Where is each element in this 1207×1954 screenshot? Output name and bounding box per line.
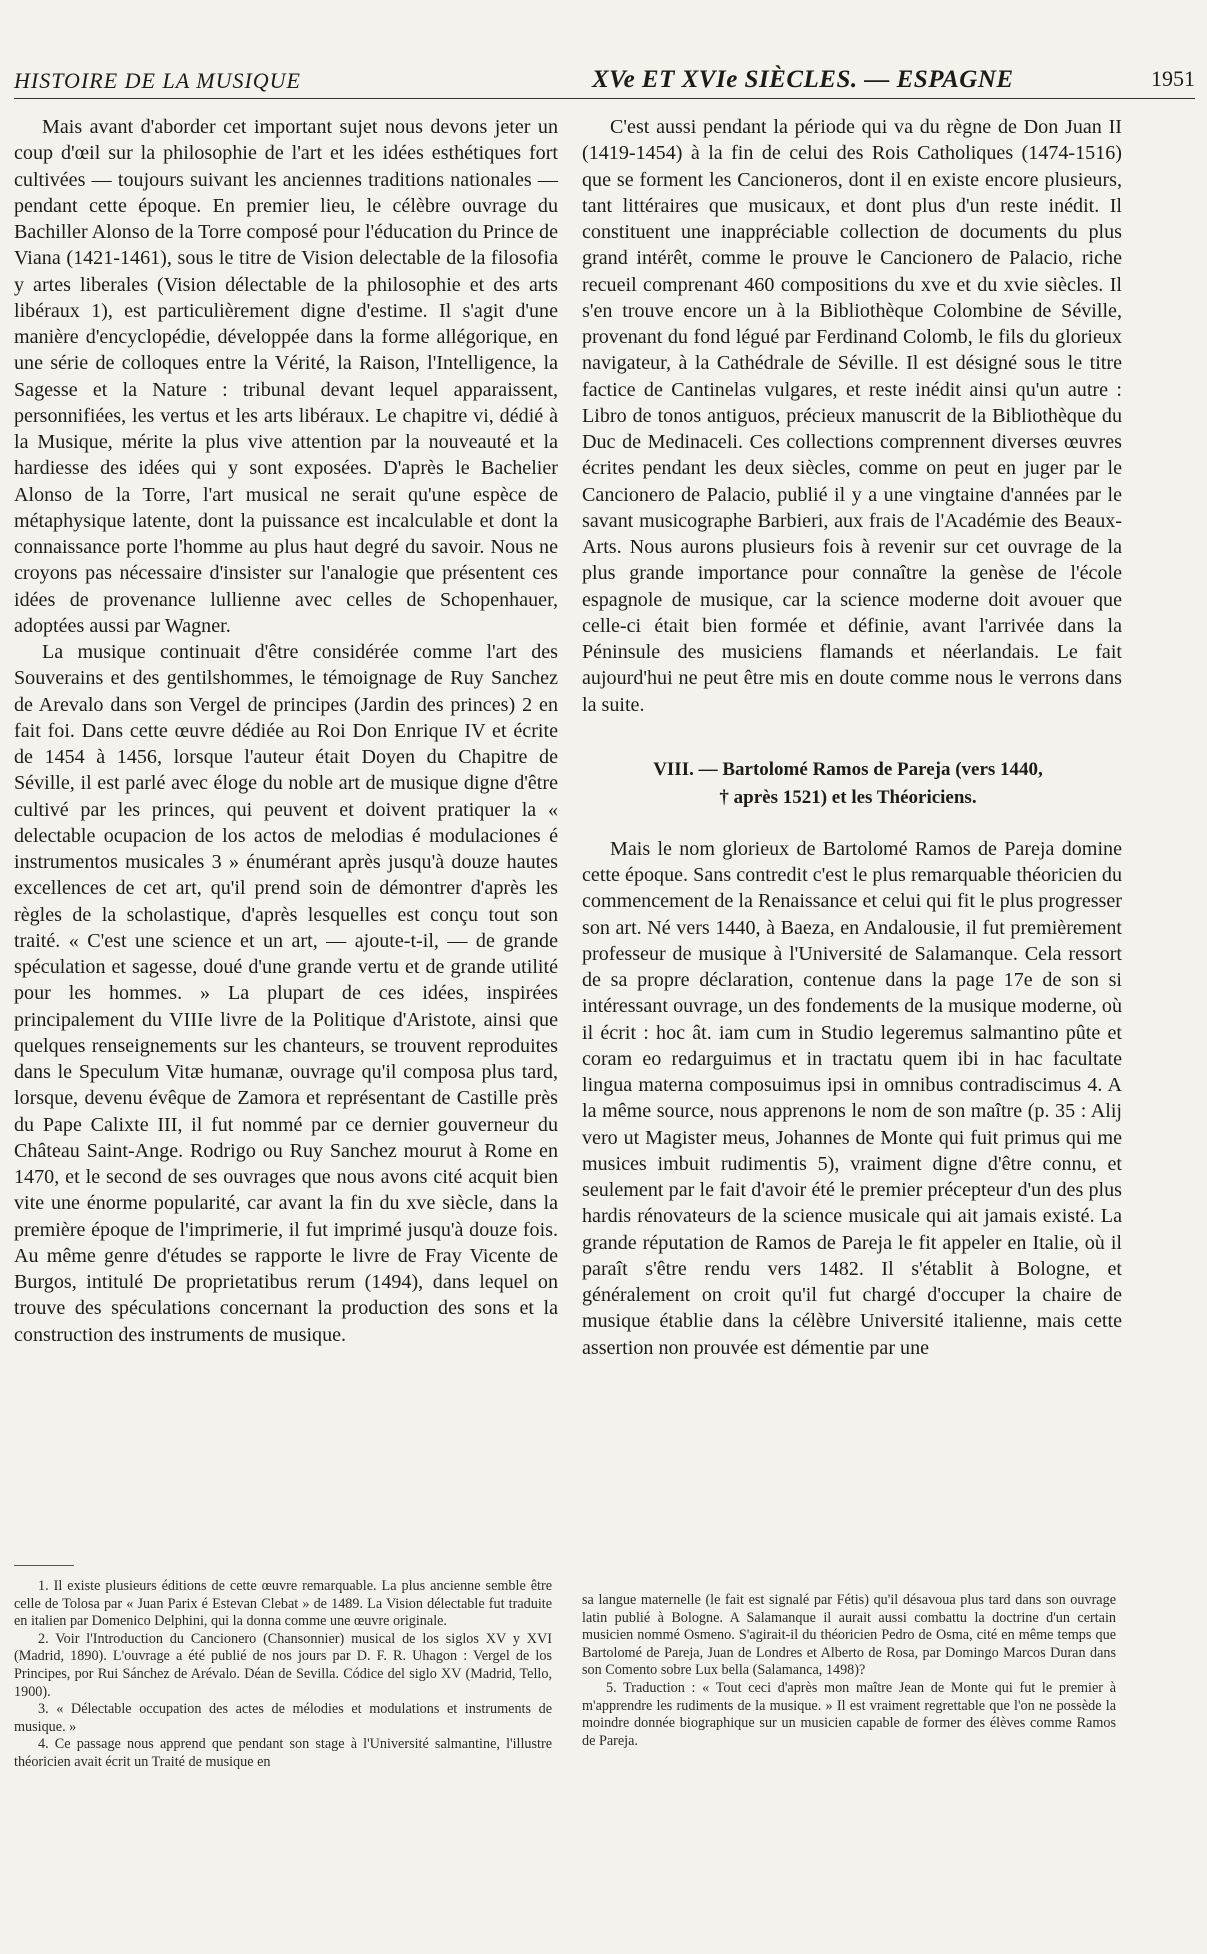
footnote-separator bbox=[14, 1565, 74, 1566]
footnote: 4. Ce passage nous apprend que pendant son stage à l'Université salmantine, l'illustre théoricien avait écrit un Traité de musique en bbox=[14, 1736, 552, 1770]
running-header bbox=[14, 62, 1195, 99]
footnote: 5. Traduction : « Tout ceci d'après mon maître Jean de Monte qui fut le premier à m'apprendre les rudiments de la musique. » Il est vraiment regrettable que l'on ne possède la moindre donnée biographique sur un musicien capable de former des élèves comme Ramos de Pareja. bbox=[582, 1679, 1116, 1749]
paragraph: La musique continuait d'être considérée comme l'art des Souverains et des gentilshommes, le témoignage de Ruy Sanchez de Arevalo dans son Vergel de principes (Jardin des princes) 2 en fait foi. Dans cette œuvre dédiée au Roi Don Enrique IV et écrite de 1454 à 1456, lorsque l'auteur était Doyen du Chapitre de Séville, il est parlé avec éloge du noble art de musique digne d'être cultivé par les princes, qui peuvent et doivent pratiquer la « delectable ocupacion de los actos de melodias é modulaciones é instrumentos musicales 3 » énumérant après jusqu'à douze hautes excellences de cet art, qu'il prend soin de démontrer d'après les règles de la scholastique, d'après lesquelles est conçu tout son traité. « C'est une science et un art, — ajoute-t-il, — de grande spéculation et sagesse, doué d'une grande vertu et de grande utilité pour les hommes. » La plupart de ces idées, inspirées principalement du VIIIe livre de la Politique d'Aristote, ainsi que quelques renseignements sur les chanteurs, se trouvent reproduites dans le Speculum Vitæ humanæ, ouvrage qu'il composa plus tard, lorsque, devenu évêque de Zamora et représentant de Castille près du Pape Calixte III, il fut nommé par ce dernier gouverneur du Château Saint-Ange. Rodrigo ou Ruy Sanchez mourut à Rome en 1470, et le second de ses ouvrages que nous avons cité acquit bien vite une énorme popularité, car avant la fin du xve siècle, dans la première époque de l'imprimerie, il fut imprimé jusqu'à douze fois. Au même genre d'études se rapporte le livre de Fray Vicente de Burgos, intitulé De proprietatibus rerum (1494), dans lequel on trouve des spéculations concernant la production des sons et la construction des instruments de musique. bbox=[14, 641, 558, 1346]
paragraph: Mais avant d'aborder cet important sujet nous devons jeter un coup d'œil sur la philosophie de l'art et les idées esthétiques fort cultivées — toujours suivant les anciennes traditions nationales — pendant cette époque. En premier lieu, le célèbre ouvrage du Bachiller Alonso de la Torre composé pour l'éducation du Prince de Viana (1421-1461), sous le titre de Vision delectable de la filosofia y artes liberales (Vision délectable de la philosophie et des arts libéraux 1), est particulièrement digne d'estime. Il s'agit d'une manière d'encyclopédie, développée dans la forme allégorique, en une série de colloques entre la Vérité, la Raison, l'Intelligence, la Sagesse et la Nature : tribunal devant lequel apparaissent, personnifiées, les vertus et les arts libéraux. Le chapitre vi, dédié à la Musique, mérite la plus vive attention par la nouveauté et la hardiesse des idées qui y sont exposées. D'après le Bachelier Alonso de la Torre, l'art musical ne serait qu'une espèce de métaphysique latente, dont la puissance est incalculable et dont la connaissance porte l'homme au plus haut degré du savoir. Nous ne croyons pas nécessaire d'insister sur l'analogie que présentent ces idées de provenance lullienne avec celles de Schopenhauer, adoptées aussi par Wagner. bbox=[14, 116, 558, 637]
left-column bbox=[14, 114, 558, 1348]
paragraph: C'est aussi pendant la période qui va du règne de Don Juan II (1419-1454) à la fin de celui des Rois Catholiques (1474-1516) que se forment les Cancioneros, dont il en existe encore plusieurs, tant littéraires que musicaux, et dont plus d'un reste inédit. Il constituent une inappréciable collection de documents du plus grand intérêt, comme le prouve le Cancionero de Palacio, riche recueil comprenant 460 compositions du xve et du xvie siècles. Il s'en trouve encore un à la Bibliothèque Colombine de Séville, provenant du fond légué par Ferdinand Colomb, le fils du glorieux navigateur, à la Cathédrale de Séville. Il est désigné sous le titre factice de Cantinelas vulgares, et reste inédit ainsi qu'un autre : Libro de tonos antiguos, précieux manuscrit de la Bibliothèque du Duc de Medinaceli. Ces collections comprennent diverses œuvres écrites pendant les deux siècles, comme on peut en juger par le Cancionero de Palacio, publié il y a une vingtaine d'années par le savant musicographe Barbieri, aux frais de l'Académie des Beaux-Arts. Nous aurons plusieurs fois à revenir sur cet ouvrage de la plus grande importance pour connaître la genèse de l'école espagnole de musique, car la science moderne doit avouer que celle-ci était bien formée et définie, avant l'arrivée dans la Péninsule des musiciens flamands et néerlandais. Le fait aujourd'hui ne peut être mis en doute comme nous le verrons dans la suite. bbox=[582, 116, 1122, 716]
header-title-left: HISTOIRE DE LA MUSIQUE bbox=[14, 68, 301, 93]
footnote: 3. « Délectable occupation des actes de mélodies et modulations et instruments de musique. » bbox=[14, 1701, 552, 1735]
section-heading-line: VIII. — Bartolomé Ramos de Pareja (vers 1440, bbox=[653, 758, 1043, 780]
footnotes-left bbox=[14, 1578, 552, 1772]
paragraph: Mais le nom glorieux de Bartolomé Ramos de Pareja domine cette époque. Sans contredit c'est le plus remarquable théoricien du commencement de la Renaissance et celui qui fit le plus progresser son art. Né vers 1440, à Baeza, en Andalousie, il fut premièrement professeur de musique à l'Université de Salamanque. Cela ressort de sa propre déclaration, contenue dans la page 17e de son si intéressant ouvrage, un des fondements de la musique moderne, où il écrit : hoc ât. iam cum in Studio legeremus salmantino pûte et coram eo redarguimus et in tractatu quem ibi in hac facultate lingua materna composuimus ipsi in omnibus contradiscimus 4. A la même source, nous apprenons le nom de son maître (p. 35 : Alij vero ut Magister meus, Johannes de Monte qui fuit primus qui me musices imbuit rudimentis 5), vraiment digne d'être connu, et seulement par le fait d'avoir été le premier précepteur d'un des plus hardis rénovateurs de la science musicale qui ait jamais existé. La grande réputation de Ramos de Pareja le fit appeler en Italie, où il paraît s'être rendu vers 1482. Il s'établit à Bologne, et généralement on croit qu'il fut chargé d'occuper la chaire de musique établie dans la célèbre Université italienne, mais cette assertion non prouvée est démentie par une bbox=[582, 837, 1122, 1359]
section-heading bbox=[582, 756, 1114, 812]
footnotes-right bbox=[582, 1592, 1116, 1750]
footnote: sa langue maternelle (le fait est signalé par Fétis) qu'il désavoua plus tard dans son ouvrage latin publié à Bologne. A Salamanque il aurait aussi combattu la doctrine d'un certain musicien nommé Osmeno. S'agirait-il du théoricien Pedro de Osma, cité en même temps que Bartolomé de Pareja, Juan de Londres et Alberto de Rosa, par Domingo Marcos Duran dans son Comento sobre Lux bella (Salamanca, 1498)? bbox=[582, 1592, 1116, 1679]
section-heading-line: † après 1521) et les Théoriciens. bbox=[719, 786, 977, 808]
footnote: 2. Voir l'Introduction du Cancionero (Chansonnier) musical de los siglos XV y XVI (Madrid, 1890). L'ouvrage a été publié de nos jours par D. F. R. Uhagon : Vergel de los Principes, por Rui Sánchez de Arévalo. Déan de Sevilla. Códice del siglo XV (Madrid, Tello, 1900). bbox=[14, 1630, 552, 1700]
footnote: 1. Il existe plusieurs éditions de cette œuvre remarquable. La plus ancienne semble être celle de Tolosa par « Juan Parix é Estevan Clebat » de 1489. La Vision délectable fut traduite en italien par Domenico Delphini, qui la donna comme une œuvre originale. bbox=[14, 1578, 552, 1630]
header-title-right: XVe ET XVIe SIÈCLES. — ESPAGNE bbox=[592, 66, 1014, 93]
page-number: 1951 bbox=[1151, 66, 1195, 91]
right-column bbox=[582, 114, 1122, 1361]
